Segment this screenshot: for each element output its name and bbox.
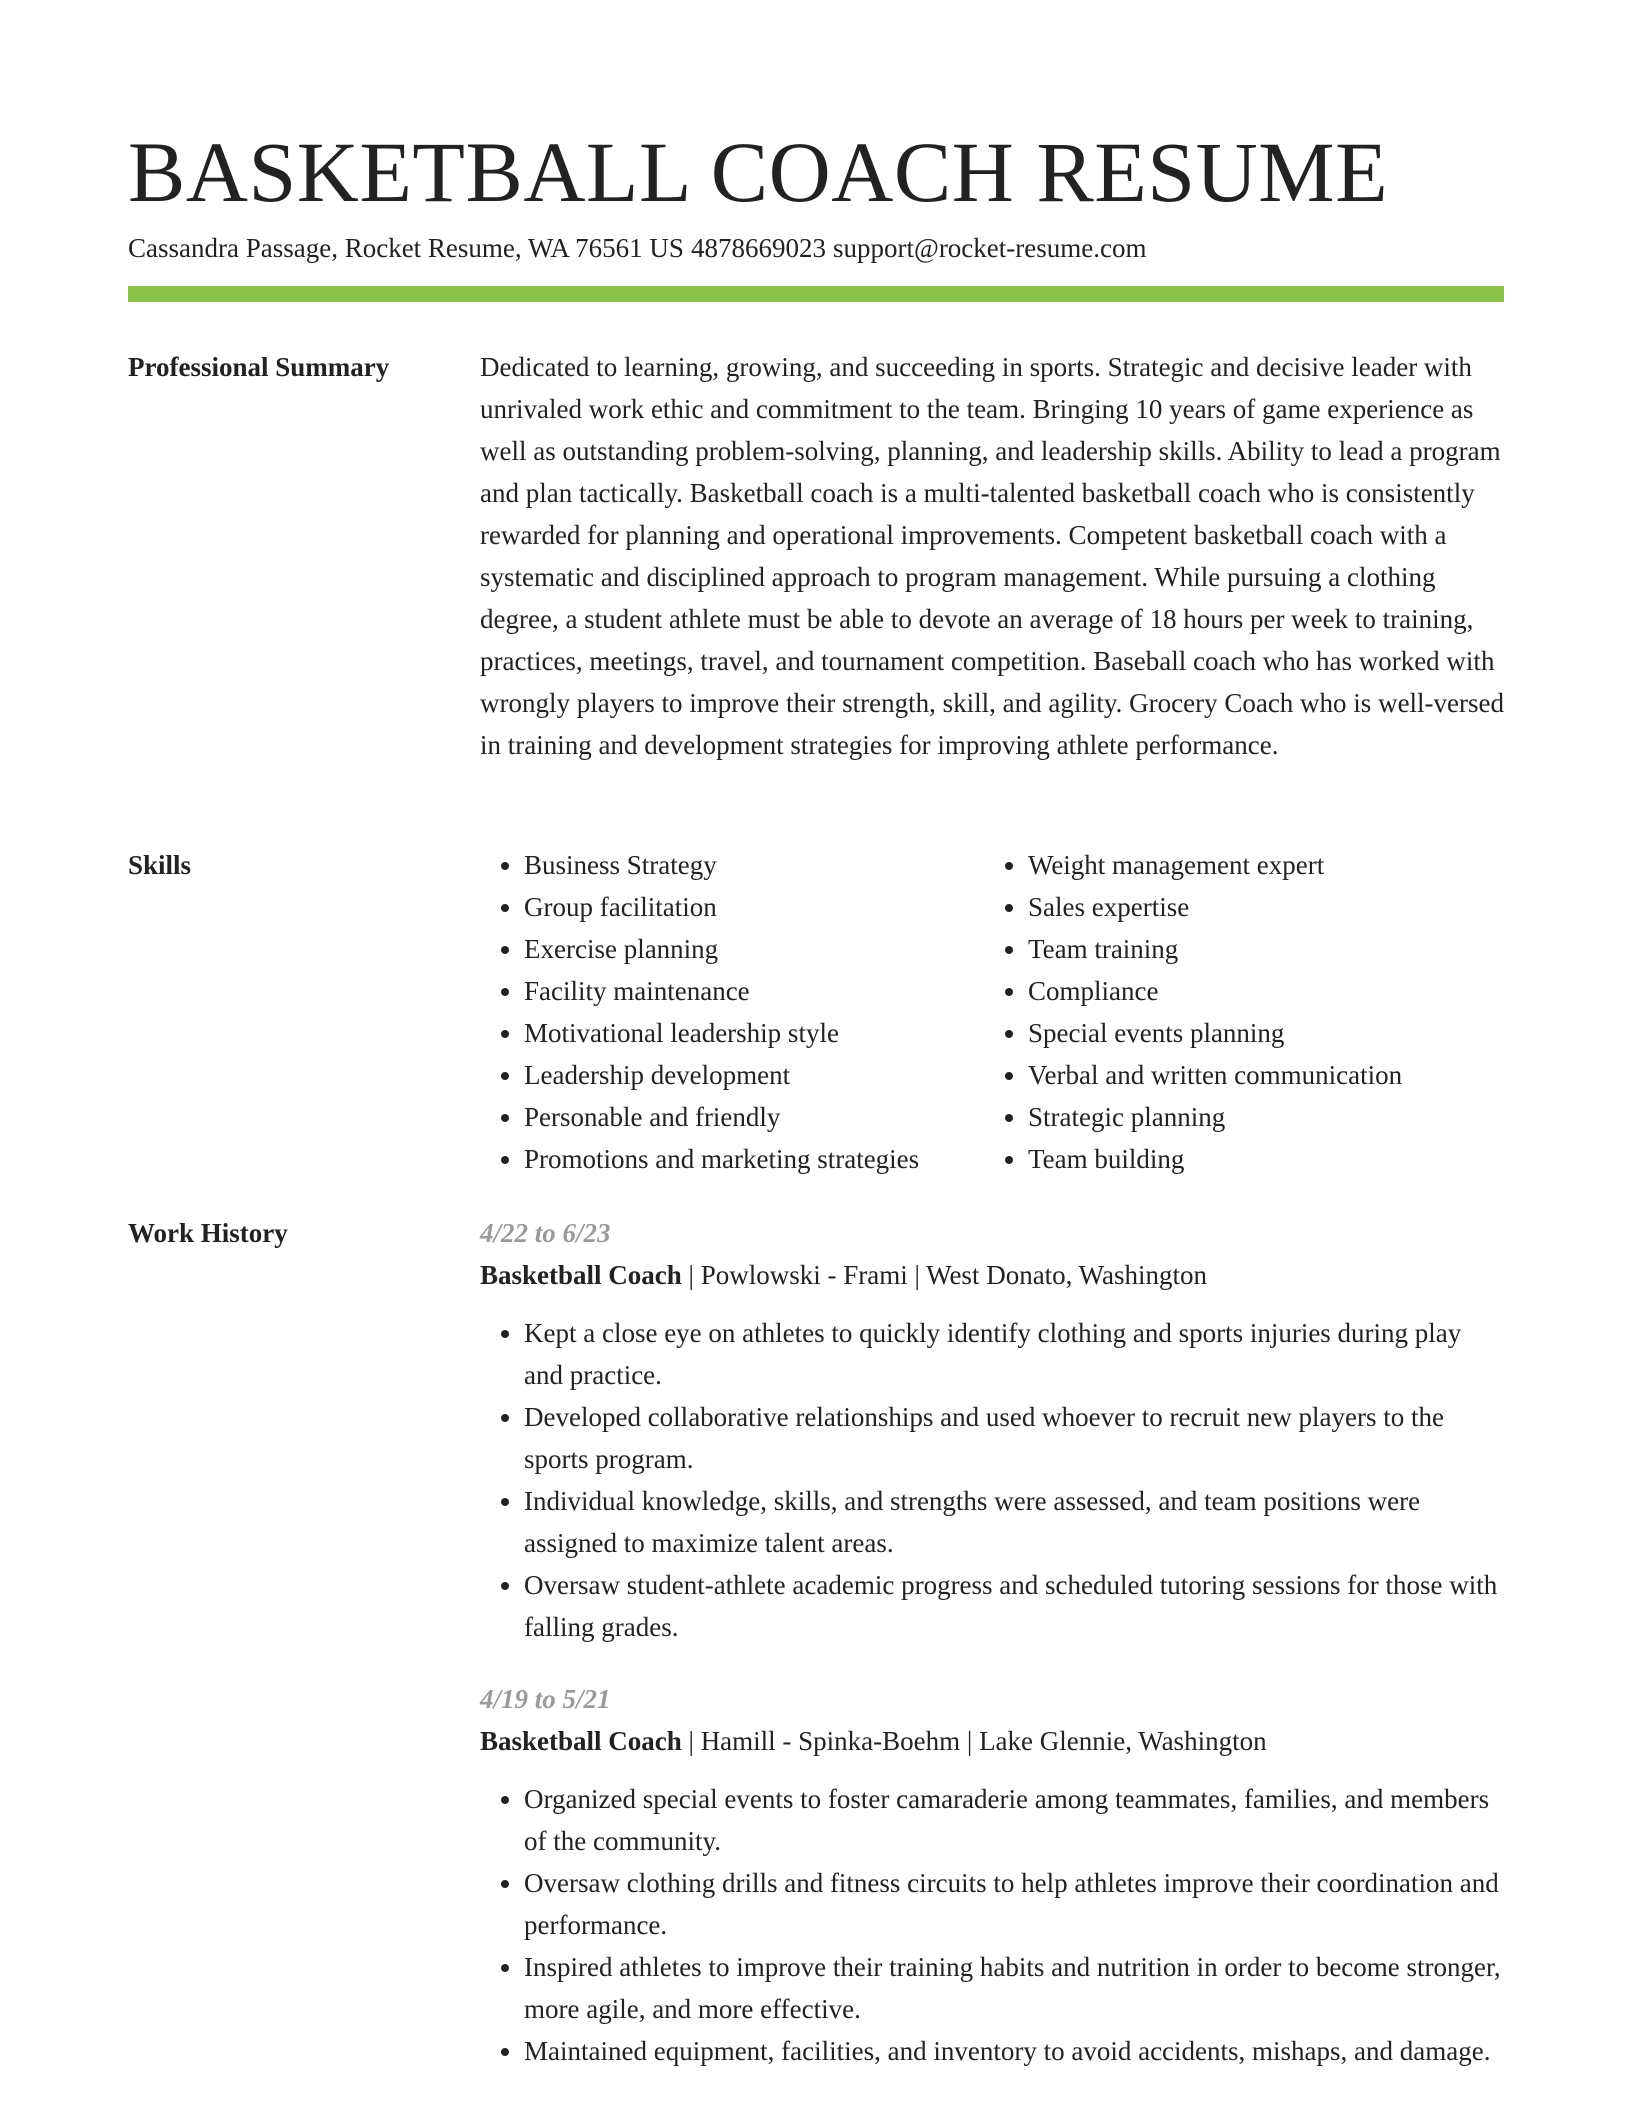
separator: | — [914, 1260, 920, 1290]
job-bullet: • Oversaw clothing drills and fitness circuits to help athletes improve their coordination and performance. — [524, 1862, 1504, 1946]
summary-body — [480, 346, 1504, 766]
skill-item: • Compliance — [1028, 970, 1488, 1012]
contact-phone: 4878669023 — [690, 233, 826, 263]
skill-item: • Motivational leadership style — [524, 1012, 984, 1054]
contact-line — [128, 230, 1146, 266]
contact-address: Cassandra Passage, Rocket Resume, WA 76561 US — [128, 233, 684, 263]
job-bullets — [480, 1778, 1504, 2072]
skill-item: • Verbal and written communication — [1028, 1054, 1488, 1096]
skill-item: • Group facilitation — [524, 886, 984, 928]
job-bullet: • Individual knowledge, skills, and strengths were assessed, and team positions were assigned to maximize talent areas. — [524, 1480, 1504, 1564]
job-bullet: • Inspired athletes to improve their training habits and nutrition in order to become stronger, more agile, and more effective. — [524, 1946, 1504, 2030]
job-title: Basketball Coach — [480, 1260, 682, 1290]
skill-item: • Exercise planning — [524, 928, 984, 970]
separator: | — [688, 1726, 694, 1756]
skills-heading: Skills — [128, 850, 192, 880]
skill-item: • Sales expertise — [1028, 886, 1488, 928]
job-location: Lake Glennie, Washington — [979, 1726, 1267, 1756]
skills-column-2 — [984, 844, 1488, 1180]
summary-heading: Professional Summary — [128, 352, 390, 382]
work-history-heading: Work History — [128, 1218, 288, 1248]
job-entry-1 — [480, 1212, 1504, 1648]
separator: | — [688, 1260, 694, 1290]
job-title-line — [480, 1254, 1504, 1296]
skill-item: • Team building — [1028, 1138, 1488, 1180]
job-bullets — [480, 1312, 1504, 1648]
job-company: Powlowski - Frami — [700, 1260, 908, 1290]
contact-email: support@rocket-resume.com — [832, 233, 1147, 263]
job-bullet: • Kept a close eye on athletes to quickly identify clothing and sports injuries during play and practice. — [524, 1312, 1504, 1396]
skill-item: • Promotions and marketing strategies — [524, 1138, 984, 1180]
job-bullet: • Developed collaborative relationships and used whoever to recruit new players to the sports program. — [524, 1396, 1504, 1480]
job-dates: 4/22 to 6/23 — [480, 1218, 611, 1248]
skill-item: • Weight management expert — [1028, 844, 1488, 886]
skill-item: • Special events planning — [1028, 1012, 1488, 1054]
summary-text: Dedicated to learning, growing, and succeeding in sports. Strategic and decisive leader with unrivaled work ethic and commitment to the team. Bringing 10 years of game experience as well as outstanding problem-solving, planning, and leadership skills. Ability to lead a program and plan tactically. Basketball coach is a multi-talented basketball coach who is consistently rewarded for planning and operational improvements. Competent basketball coach with a systematic and disciplined approach to program management. While pursuing a clothing degree, a student athlete must be able to devote an average of 18 hours per week to training, practices, meetings, travel, and tournament competition. Baseball coach who has worked with wrongly players to improve their strength, skill, and agility. Grocery Coach who is well-versed in training and development strategies for improving athlete performance. — [480, 352, 1505, 760]
skill-item: • Personable and friendly — [524, 1096, 984, 1138]
skill-item: • Team training — [1028, 928, 1488, 970]
job-bullet: • Maintained equipment, facilities, and inventory to avoid accidents, mishaps, and damage. — [524, 2030, 1504, 2072]
job-title: Basketball Coach — [480, 1726, 682, 1756]
skills-body — [480, 844, 1504, 1180]
job-bullet: • Organized special events to foster camaraderie among teammates, families, and members of the community. — [524, 1778, 1504, 1862]
accent-divider — [128, 286, 1504, 302]
skill-item: • Strategic planning — [1028, 1096, 1488, 1138]
job-company: Hamill - Spinka-Boehm — [700, 1726, 961, 1756]
job-entry-2 — [480, 1678, 1504, 2072]
job-location: West Donato, Washington — [926, 1260, 1208, 1290]
skills-columns — [480, 844, 1504, 1180]
separator: | — [966, 1726, 973, 1756]
skills-column-1 — [480, 844, 984, 1180]
job-title-line — [480, 1720, 1504, 1762]
skill-item: • Business Strategy — [524, 844, 984, 886]
resume-title: BASKETBALL COACH RESUME — [128, 124, 1389, 220]
skill-item: • Facility maintenance — [524, 970, 984, 1012]
job-bullet: • Oversaw student-athlete academic progress and scheduled tutoring sessions for those with falling grades. — [524, 1564, 1504, 1648]
skill-item: • Leadership development — [524, 1054, 984, 1096]
job-dates: 4/19 to 5/21 — [480, 1684, 611, 1714]
